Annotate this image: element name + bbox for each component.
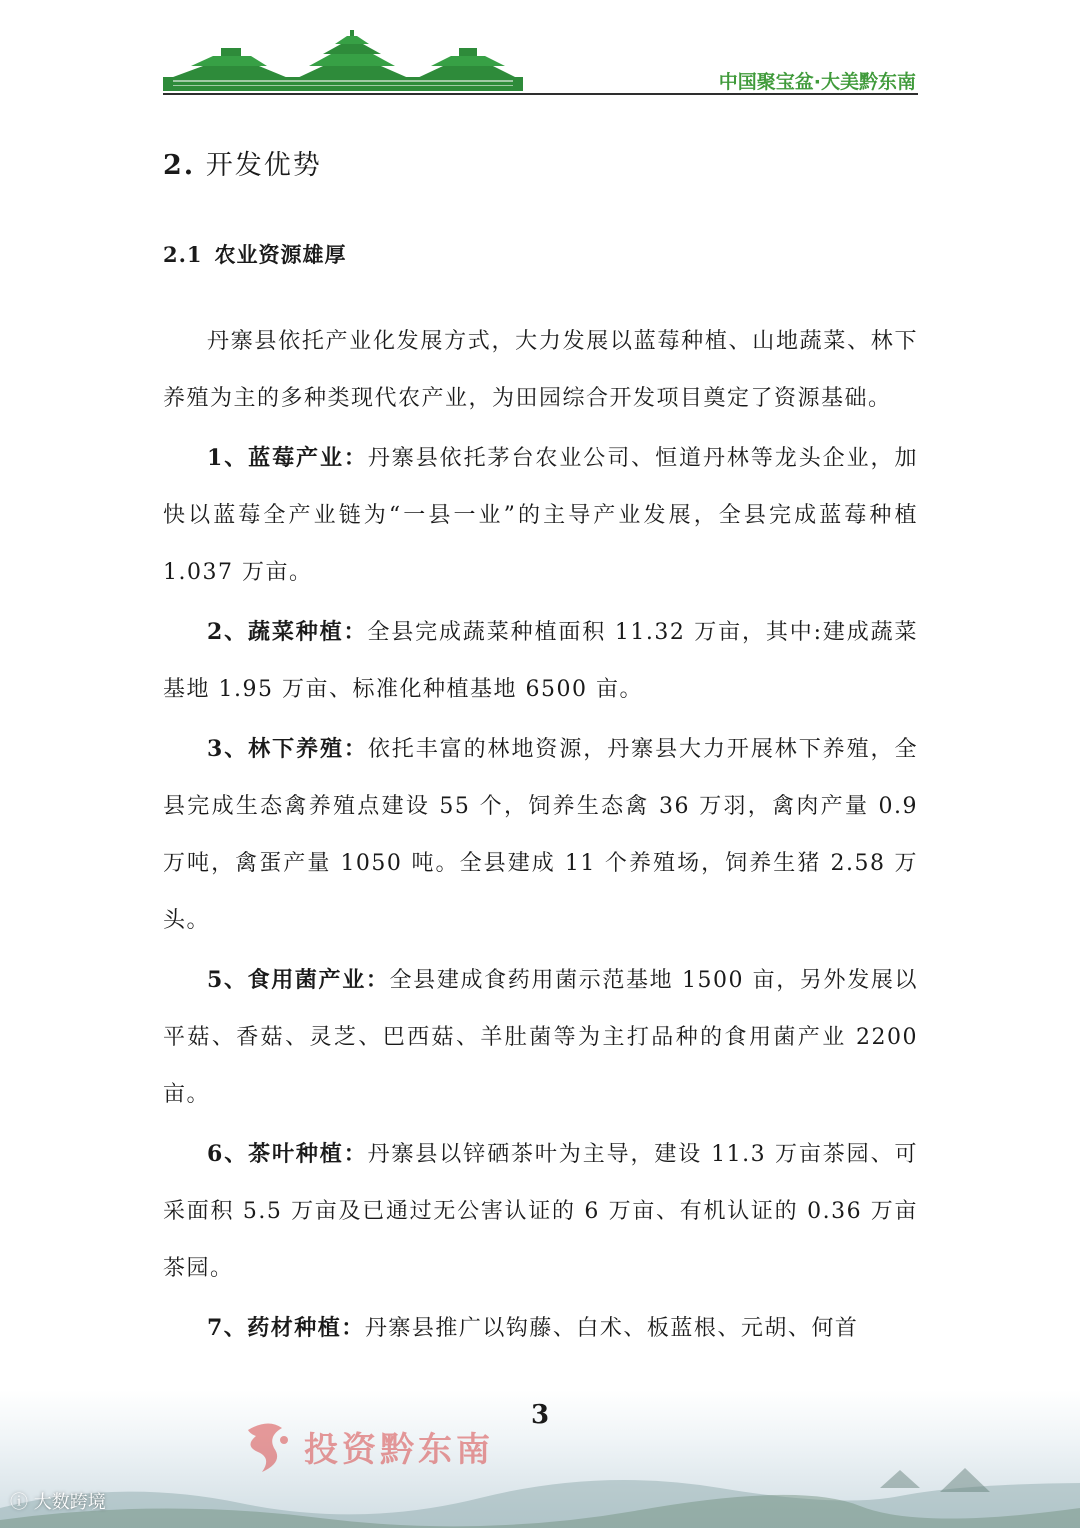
section-number: 2.: [163, 150, 196, 181]
logo-text: 投资黔东南: [304, 1430, 494, 1470]
item-text: 丹寨县依托茅台农业公司、恒道丹林等龙头企业，加快以蓝莓全产业链为“一县一业”的主导产业发展，全县完成蓝莓种植 1.037 万亩。: [163, 446, 918, 585]
intro-paragraph: 丹寨县依托产业化发展方式，大力发展以蓝莓种植、山地蔬菜、林下养殖为主的多种类现代农产业，为田园综合开发项目奠定了资源基础。: [163, 329, 918, 411]
item-blueberry: [163, 430, 918, 601]
watermark-text: 大数跨境: [33, 1492, 106, 1513]
watermark: [10, 1488, 106, 1514]
item-text: 丹寨县以锌硒茶叶为主导，建设 11.3 万亩茶园、可采面积 5.5 万亩及已通过无公害认证的 6 万亩、有机认证的 0.36 万亩茶园。: [163, 1142, 918, 1281]
page-number: 3: [530, 1400, 550, 1430]
section-title: 开发优势: [205, 150, 322, 181]
item-text: 依托丰富的林地资源，丹寨县大力开展林下养殖，全县完成生态禽养殖点建设 55 个，饲养生态禽 36 万羽，禽肉产量 0.9 万吨，禽蛋产量 1050 吨。全县建成 11 个养殖场，饲养生猪 2.58 万头。: [163, 737, 918, 933]
subsection-title: 农业资源雄厚: [214, 242, 347, 267]
item-text: 丹寨县推广以钩藤、白术、板蓝根、元胡、何首: [364, 1316, 859, 1341]
item-tea: [163, 1126, 918, 1297]
item-lead: 2、蔬菜种植：: [207, 619, 368, 645]
page-content: [163, 142, 918, 1357]
item-lead: 3、林下养殖：: [207, 736, 368, 762]
item-herbs: [163, 1300, 918, 1357]
subsection-number: 2.1: [163, 242, 203, 267]
item-lead: 6、茶叶种植：: [207, 1141, 368, 1167]
item-lead: 1、蓝莓产业：: [207, 445, 368, 471]
header-slogan: 中国聚宝盆·大美黔东南: [718, 71, 916, 93]
item-text: 全县完成蔬菜种植面积 11.32 万亩，其中:建成蔬菜基地 1.95 万亩、标准化种植基地 6500 亩。: [163, 620, 918, 702]
item-vegetables: [163, 604, 918, 718]
watermark-logo-icon: ⓘ: [10, 1492, 28, 1513]
mountain-landscape-icon: [0, 1448, 1080, 1528]
subsection-heading: [163, 235, 918, 275]
header-divider: [163, 93, 918, 95]
item-lead: 5、食用菌产业：: [207, 967, 390, 993]
pagoda-roofs-icon: [163, 30, 523, 96]
page-header: [163, 30, 918, 102]
item-lead: 7、药材种植：: [207, 1315, 365, 1341]
item-text: 全县建成食药用菌示范基地 1500 亩，另外发展以平菇、香菇、灵芝、巴西菇、羊肚菌等为主打品种的食用菌产业 2200 亩。: [163, 968, 918, 1107]
item-mushrooms: [163, 952, 918, 1123]
item-forest-farming: [163, 721, 918, 949]
section-heading: [163, 142, 918, 190]
